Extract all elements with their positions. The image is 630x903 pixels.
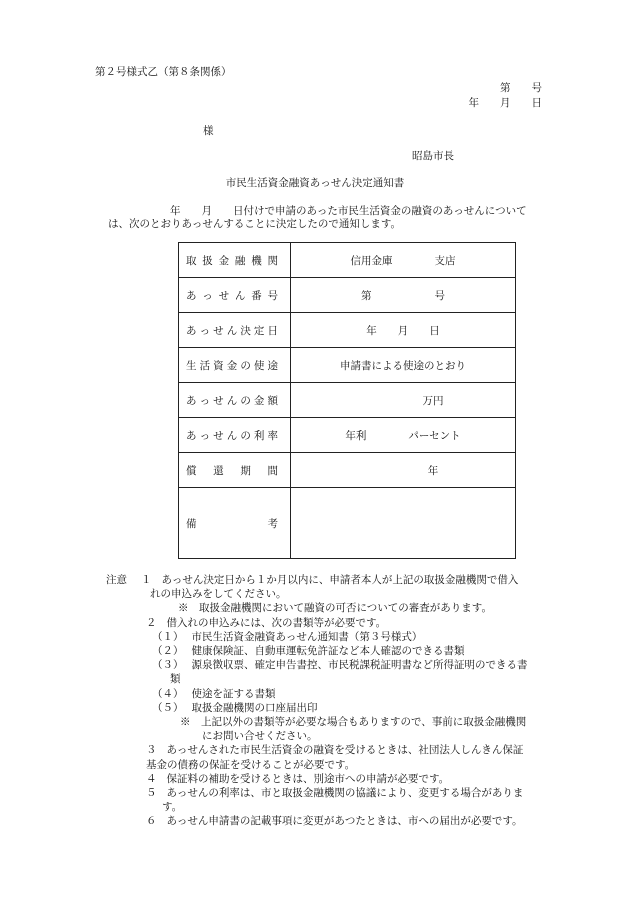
row-label [179,243,291,278]
sub-item-4 [106,687,576,701]
row-value: 年利 パーセント [291,418,516,453]
note-2 [106,616,576,630]
note-5-cont: す。 [162,801,183,814]
label-purpose: 生 活 資 金 の 使 途 [186,359,278,372]
sub-star-cont: にお問い合せください。 [202,730,318,743]
label-number: あ っ せ ん 番 号 [186,289,278,302]
label-institution: 取 扱 金 融 機 関 [186,254,278,267]
label-period: 償 還 期 間 [186,464,278,477]
sub-item-1 [106,630,576,644]
label-amount: あ っ せ ん の 金 額 [186,394,278,407]
note-1-cont: れの申込みをしてください。 [150,588,287,601]
table-row [179,313,516,348]
row-value: 第 号 [291,278,516,313]
note-number: ３ [146,744,157,757]
row-value [291,488,516,559]
note-text: あっせん申請書の記載事項に変更があつたときは、市への届出が必要です。 [166,815,523,828]
sub-item-3-cont: 類 [170,673,181,686]
page-title: 市民生活資金融資あっせん決定通知書 [225,177,405,189]
note-5 [106,786,576,800]
sub-text: 使途を証する書類 [191,687,276,700]
table-row [179,453,516,488]
table-row [179,278,516,313]
row-value: 年 月 日 [291,313,516,348]
intro-line-2: は、次のとおりあっせんすることに決定したので通知します。 [108,218,402,230]
sub-text: 市民生活資金融資あっせん通知書（第３号様式） [191,630,423,643]
sub-number: （２） [152,645,184,658]
label-remarks: 備 考 [186,517,278,530]
sub-number: （５） [152,701,184,714]
sub-item-3 [106,658,576,672]
row-label [179,383,291,418]
row-value: 年 [291,453,516,488]
sub-number: （３） [152,659,184,672]
sub-text: 健康保険証、自動車運転免許証など本人確認のできる書類 [191,645,465,658]
row-label [179,488,291,559]
label-decision-date: あ っ せ ん 決 定 日 [186,324,278,337]
note-number: ２ [146,616,157,629]
table-row [179,418,516,453]
intro-line-1: 年 月 日付けで申請のあった市民生活資金の融資のあっせんについて [170,205,527,217]
table-row [179,348,516,383]
sub-number: （１） [152,630,184,643]
note-text: あっせんの利率は、市と取扱金融機関の協議により、変更する場合がありま [166,787,524,800]
note-text: 保証料の補助を受けるときは、別途市への申請が必要です。 [166,772,450,785]
sub-star: ※ 上記以外の書類等が必要な場合もありますので、事前に取扱金融機関 [180,716,527,729]
note-text: あっせん決定日から１か月以内に、申請者本人が上記の取扱金融機関で借入 [161,574,519,586]
note-number: ４ [146,772,157,785]
note-number: ５ [146,787,157,800]
row-label [179,313,291,348]
table-row [179,243,516,278]
sub-number: （４） [152,687,184,700]
issuer: 昭島市長 [412,150,454,162]
notes-heading: 注意 [106,574,127,586]
row-label [179,453,291,488]
sub-text: 源泉徴収票、確定申告書控、市民税課税証明書など所得証明のできる書 [191,659,528,672]
loan-details-table [178,242,516,559]
row-label [179,418,291,453]
note-6 [106,814,576,828]
sub-item-5 [106,701,576,715]
note-1 [106,573,576,587]
note-number: ６ [146,815,157,828]
note-3-cont: 基金の債務の保証を受けることが必要です。 [146,758,356,771]
note-4 [106,772,576,786]
row-value: 万円 [291,383,516,418]
note-text: 借入れの申込みには、次の書類等が必要です。 [166,616,387,629]
row-value: 信用金庫 支店 [291,243,516,278]
form-id: 第２号様式乙（第８条関係） [95,66,232,78]
row-value: 申請書による使途のとおり [291,348,516,383]
note-number: １ [141,574,152,586]
document-date: 年 月 日 [468,97,542,109]
note-text: あっせんされた市民生活資金の融資を受けるときは、社団法人しんきん保証 [166,744,524,757]
note-3 [106,743,576,757]
document-number: 第 号 [500,82,542,94]
sub-text: 取扱金融機関の口座届出印 [191,701,318,714]
sub-item-2 [106,644,576,658]
note-1-star: ※ 取扱金融機関において融資の可否についての審査があります。 [178,602,492,615]
label-rate: あ っ せ ん の 利 率 [186,429,278,442]
notes-section [106,573,576,829]
row-label [179,278,291,313]
recipient-suffix: 様 [203,125,214,137]
row-label [179,348,291,383]
table-row [179,383,516,418]
table-row [179,488,516,559]
